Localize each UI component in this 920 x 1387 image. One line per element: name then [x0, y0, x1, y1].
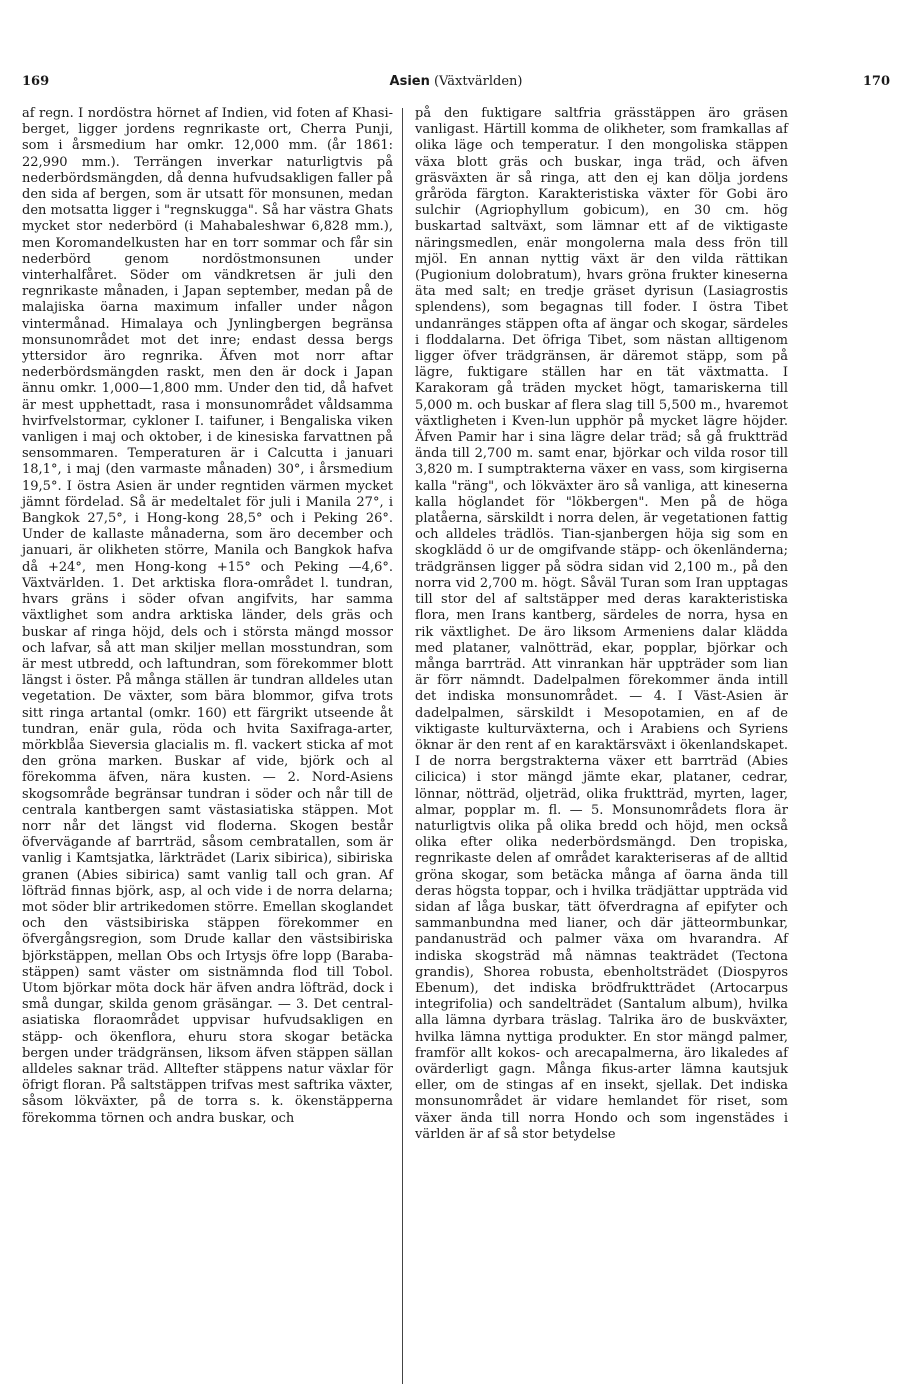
- page-number-right: 170: [862, 74, 890, 89]
- left-column: [22, 106, 393, 1127]
- column-divider: [402, 108, 403, 1384]
- right-column-text: på den fuktigare saltfria grässtäppen äro gräsen vanligast. Härtill komma de olikheter, som framkallas af olika läge och temperatur. I den mongoliska stäppen växa blott gräs och buskar, inga träd, och äfven gräsväxten är så ringa, att den ej kan dölja jordens gråröda färgton. Karakteristiska växter för Gobi äro sulchir (Agriophyllum gobicum), en 30 cm. hög buskartad saltväxt, som lämnar ett af de viktigaste näringsmedlen, enär mongolerna mala dess frön till mjöl. En annan nyttig växt är den vilda rättikan (Pugionium dolobratum), hvars gröna frukter kineserna äta med salt; en tredje gräset dyrisun (Lasiagrostis splendens), som begagnas till foder. I östra Tibet undanränges stäppen ofta af ängar och skogar, särdeles i floddalarna. Det öfriga Tibet, som nästan alltigenom ligger öfver trädgränsen, är däremot stäpp, som på lägre, fuktigare ställen har en tät växtmatta. I Karakoram gå träden mycket högt, tamariskerna till 5,000 m. och buskar af flera slag till 5,500 m., hvaremot växtligheten i Kven-lun upphör på mycket lägre höjder. Äfven Pamir har i sina lägre delar träd; så gå fruktträd ända till 2,700 m. samt enar, björkar och vilda rosor till 3,820 m. I sumptrakterna växer en vass, som kirgiserna kalla "räng", och lökväxter äro så vanliga, att kineserna kalla höglandet för "lökbergen". Men på de höga platåerna, särskildt i norra delen, är vegetationen fattig och alldeles trädlös. Tian-sjanbergen höja sig som en skogklädd ö ur de omgifvande stäpp- och ökenländerna; trädgränsen ligger på södra sidan vid 2,100 m., på den norra vid 2,700 m. högt. Såväl Turan som Iran upptagas till stor del af saltstäpper med deras karakteristiska flora, men Irans kantberg, särdeles de norra, hysa en rik växtlighet. De äro liksom Armeniens dalar klädda med plataner, valnötträd, ekar, popplar, björkar och många barrträd. Att vinrankan här uppträder som lian är förr nämndt. Dadelpalmen förekommer ända intill det indiska monsunområdet. — 4. I Väst-Asien är dadelpalmen, särskildt i Mesopotamien, en af de viktigaste kulturväxterna, och i Arabiens och Syriens öknar är den rent af en karaktärsväxt i ökenlandskapet. I de norra bergstrakterna växer ett barrträd (Abies cilicica) i stor mängd jämte ekar, plataner, cedrar, lönnar, nötträd, oljeträd, olika fruktträd, myrten, lager, almar, popplar m. fl. — 5. Monsunområdets flora är naturligtvis olika på olika bredd och höjd, men också olika efter olika nederbördsmängd. Den tropiska, regnrikaste delen af området karakteriseras af de alltid gröna skogar, som betäcka många af öarna ända till deras högsta toppar, och i hvilka trädjättar uppträda vid sidan af låga buskar, tätt öfverdragna af epifyter och sammanbundna med lianer, och där jätteormbunkar, pandanusträd och palmer växa om hvarandra. Af indiska skogsträd må nämnas teakträdet (Tectona grandis), Shorea robusta, ebenholtsträdet (Diospyros Ebenum), det indiska brödfruktträdet (Artocarpus integrifolia) och sandelträdet (Santalum album), hvilka alla lämna dyrbara träslag. Talrika äro de buskväxter, hvilka lämna nyttiga produkter. En stor mängd palmer, framför allt kokos- och arecapalmerna, äro likaledes af ovärderligt gagn. Många fikus-arter lämna kautsjuk eller, om de stingas af en insekt, sjellak. Det indiska monsunområdet är vidare hemlandet för riset, som växer ända till norra Hondo och som ingenstädes i världen är af så stor betydelse: [415, 106, 788, 1142]
- running-head: [22, 72, 890, 92]
- right-column: [415, 106, 788, 1143]
- left-column-text: af regn. I nordöstra hörnet af Indien, vid foten af Khasi-berget, ligger jordens regnrikaste ort, Cherra Punji, som i årsmedium har omkr. 12,000 mm. (år 1861: 22,990 mm.). Terrängen inverkar naturligtvis på nederbördsmängden, då denna hufvudsakligen faller på den sida af bergen, som är utsatt för monsunen, medan den motsatta ligger i "regnskugga". Så har västra Ghats mycket stor nederbörd (i Mahabaleshwar 6,828 mm.), men Koromandelkusten har en torr sommar och får sin nederbörd genom nordöstmonsunen under vinterhalfåret. Söder om vändkretsen är juli den regnrikaste månaden, i Japan september, medan på de malajiska öarna maximum infaller under någon vintermånad. Himalaya och Jynlingbergen begränsa monsunområdet mot det inre; endast dessa bergs yttersidor äro regnrika. Äfven mot norr aftar nederbördsmängden raskt, men den är dock i Japan ännu omkr. 1,000—1,800 mm. Under den tid, då hafvet är mest upphettadt, rasa i monsunområdet våldsamma hvirfvelstormar, cykloner I. taifuner, i Bengaliska viken vanligen i maj och oktober, i de kinesiska farvattnen på sensommaren. Temperaturen är i Calcutta i januari 18,1°, i maj (den varmaste månaden) 30°, i årsmedium 19,5°. I östra Asien är under regntiden värmen mycket jämnt fördelad. Så är medeltalet för juli i Manila 27°, i Bangkok 27,5°, i Hong-kong 28,5° och i Peking 26°. Under de kallaste månaderna, som äro december och januari, är olikheten större, Manila och Bangkok hafva då +24°, men Hong-kong +15° och Peking —4,6°. Växtvärlden. 1. Det arktiska flora-området l. tundran, hvars gräns i söder ofvan angifvits, har samma växtlighet som andra arktiska länder, dels gräs och buskar af ringa höjd, dels och i största mängd mossor och lafvar, så att man skiljer mellan mosstundran, som är mest utbredd, och laftundran, som förekommer blott längst i öster. På många ställen är tundran alldeles utan vegetation. De växter, som bära blommor, gifva trots sitt ringa artantal (omkr. 160) ett färgrikt utseende åt tundran, enär gula, röda och hvita Saxifraga-arter, mörkblåa Sieversia glacialis m. fl. vackert sticka af mot den gröna marken. Buskar af vide, björk och al förekomma äfven, nära kusten. — 2. Nord-Asiens skogsområde begränsar tundran i söder och når till de centrala kantbergen samt västasiatiska stäppen. Mot norr når det längst vid floderna. Skogen består öfvervägande af barrträd, såsom cembratallen, som är vanlig i Kamtsjatka, lärkträdet (Larix sibirica), sibiriska granen (Abies sibirica) samt vanlig tall och gran. Af löfträd finnas björk, asp, al och vide i de norra delarna; mot söder blir artrikedomen större. Emellan skoglandet och den västsibiriska stäppen förekommer en öfvergångsregion, som Drude kallar den västsibiriska björkstäppen, mellan Obs och Irtysjs öfre lopp (Baraba-stäppen) samt väster om sistnämnda flod till Tobol. Utom björkar möta dock här äfven andra löfträd, dock i små dungar, skilda genom gräsängar. — 3. Det central-asiatiska floraområdet uppvisar hufvudsakligen en stäpp- och ökenflora, ehuru stora skogar betäcka bergen under trädgränsen, liksom äfven stäppen sällan alldeles saknar träd. Alltefter stäppens natur växlar för öfrigt floran. På saltstäppen trifvas mest saftrika växter, såsom lökväxter, på de torra s. k. ökenstäpperna förekomma törnen och andra buskar, och: [22, 106, 393, 1126]
- page-number-left: 169: [22, 74, 50, 89]
- running-head-subtitle: (Växtvärlden): [433, 74, 523, 89]
- page-header: [22, 72, 890, 92]
- running-head-title: Asien: [389, 74, 430, 89]
